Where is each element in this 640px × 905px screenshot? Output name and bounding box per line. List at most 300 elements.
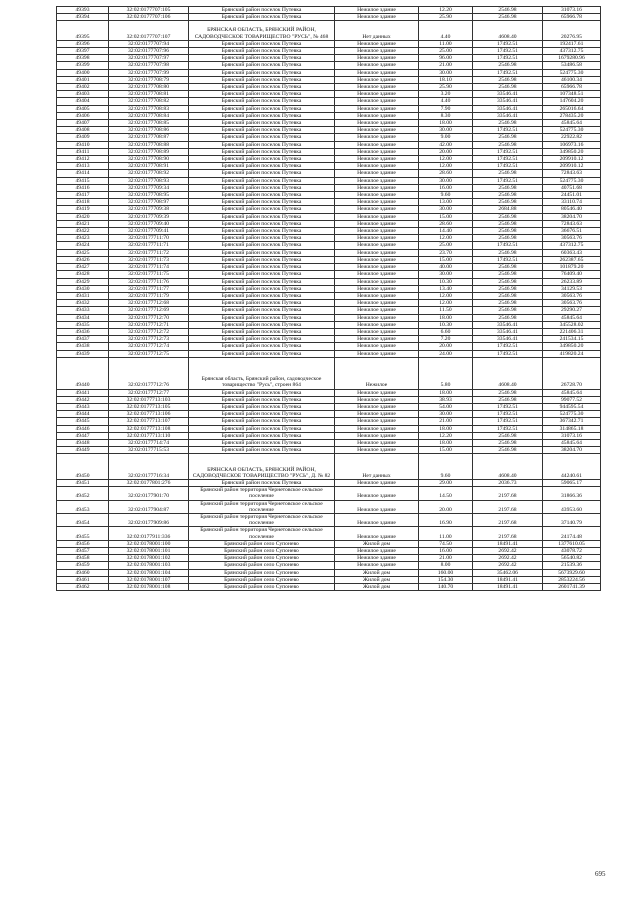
area-cell: 21.00 bbox=[419, 62, 473, 69]
address-cell: Брянский район село Супонево bbox=[189, 569, 335, 576]
cadastral-number-cell: 32:02:0177708:90 bbox=[109, 156, 189, 163]
row-number-cell: 49421 bbox=[57, 220, 109, 227]
cadastral-number-cell: 32:02:0177707:99 bbox=[109, 69, 189, 76]
address-cell: Брянский район поселок Путевка bbox=[189, 242, 335, 249]
area-cell: 30.00 bbox=[419, 127, 473, 134]
object-type-cell: Нежилое здание bbox=[335, 40, 419, 47]
table-row bbox=[57, 271, 601, 278]
object-type-cell: Нежилое здание bbox=[335, 228, 419, 235]
address-cell: Брянский район поселок Путевка bbox=[189, 14, 335, 21]
area-cell: 15.00 bbox=[419, 256, 473, 263]
cadastral-value-cell: 30563.76 bbox=[543, 292, 601, 299]
address-cell: Брянский район поселок Путевка bbox=[189, 403, 335, 410]
row-number-cell: 49450 bbox=[57, 454, 109, 480]
table-row bbox=[57, 14, 601, 21]
cadastral-number-cell: 32:02:0177711:76 bbox=[109, 278, 189, 285]
cadastral-value-cell: 33110.74 bbox=[543, 199, 601, 206]
area-cell: 28.60 bbox=[419, 220, 473, 227]
cadastral-number-cell: 32:02:0177714:74 bbox=[109, 439, 189, 446]
area-cell: 30.00 bbox=[419, 69, 473, 76]
address-cell: Брянский район поселок Путевка bbox=[189, 112, 335, 119]
specific-value-cell: 2197.68 bbox=[473, 500, 543, 513]
object-type-cell: Нежилое здание bbox=[335, 192, 419, 199]
table-row bbox=[57, 235, 601, 242]
object-type-cell: Нежилое здание bbox=[335, 396, 419, 403]
cadastral-value-cell: 2601741.39 bbox=[543, 584, 601, 591]
row-number-cell: 49451 bbox=[57, 479, 109, 486]
cadastral-value-cell: 31073.16 bbox=[543, 7, 601, 14]
table-row bbox=[57, 425, 601, 432]
row-number-cell: 49401 bbox=[57, 76, 109, 83]
cadastral-value-cell: 45845.64 bbox=[543, 439, 601, 446]
cadastral-number-cell: 32:02:0178001:104 bbox=[109, 569, 189, 576]
address-cell: Брянский район село Супонево bbox=[189, 584, 335, 591]
specific-value-cell: 18491.41 bbox=[473, 576, 543, 583]
cadastral-number-cell: 32:02:0177708:80 bbox=[109, 84, 189, 91]
object-type-cell: Нежилое здание bbox=[335, 479, 419, 486]
specific-value-cell: 2546.98 bbox=[473, 432, 543, 439]
cadastral-number-cell: 32:02:0178001:102 bbox=[109, 555, 189, 562]
row-number-cell: 49445 bbox=[57, 418, 109, 425]
row-number-cell: 49417 bbox=[57, 192, 109, 199]
area-cell: 28.60 bbox=[419, 170, 473, 177]
cadastral-value-cell: 209910.12 bbox=[543, 156, 601, 163]
table-row bbox=[57, 527, 601, 540]
address-cell: Брянский район территория Чернетовское сельское поселение bbox=[189, 513, 335, 526]
table-row bbox=[57, 141, 601, 148]
specific-value-cell: 17492.51 bbox=[473, 163, 543, 170]
cadastral-number-cell: 32:02:0177713:106 bbox=[109, 411, 189, 418]
cadastral-number-cell: 32:02:0177708:89 bbox=[109, 148, 189, 155]
area-cell: 12.00 bbox=[419, 235, 473, 242]
cadastral-number-cell: 32:02:0177708:93 bbox=[109, 177, 189, 184]
object-type-cell: Нежилое здание bbox=[335, 336, 419, 343]
cadastral-number-cell: 32:02:0177911:336 bbox=[109, 527, 189, 540]
cadastral-value-cell: 34129.53 bbox=[543, 285, 601, 292]
cadastral-number-cell: 32:02:0177713:105 bbox=[109, 403, 189, 410]
cadastral-value-cell: 437312.75 bbox=[543, 242, 601, 249]
row-number-cell: 49454 bbox=[57, 513, 109, 526]
object-type-cell: Нежилое здание bbox=[335, 206, 419, 213]
row-number-cell: 49413 bbox=[57, 163, 109, 170]
cadastral-value-cell: 367342.71 bbox=[543, 418, 601, 425]
table-row bbox=[57, 343, 601, 350]
cadastral-number-cell: 32:02:0177708:85 bbox=[109, 120, 189, 127]
row-number-cell: 49432 bbox=[57, 300, 109, 307]
address-cell: Брянский район поселок Путевка bbox=[189, 7, 335, 14]
row-number-cell: 49393 bbox=[57, 7, 109, 14]
table-row bbox=[57, 76, 601, 83]
object-type-cell: Нежилое здание bbox=[335, 439, 419, 446]
address-cell: Брянский район поселок Путевка bbox=[189, 479, 335, 486]
object-type-cell: Нежилое здание bbox=[335, 285, 419, 292]
area-cell: 18.00 bbox=[419, 439, 473, 446]
specific-value-cell: 2546.98 bbox=[473, 271, 543, 278]
specific-value-cell: 2546.98 bbox=[473, 213, 543, 220]
area-cell: 21.00 bbox=[419, 555, 473, 562]
table-row bbox=[57, 357, 601, 389]
cadastral-value-cell: 40751.68 bbox=[543, 184, 601, 191]
specific-value-cell: 18491.41 bbox=[473, 540, 543, 547]
row-number-cell: 49397 bbox=[57, 48, 109, 55]
specific-value-cell: 2036.73 bbox=[473, 479, 543, 486]
table-row bbox=[57, 21, 601, 40]
row-number-cell: 49403 bbox=[57, 91, 109, 98]
address-cell: Брянский район поселок Путевка bbox=[189, 127, 335, 134]
specific-value-cell: 33546.41 bbox=[473, 328, 543, 335]
cadastral-number-cell: 32:02:0177712:76 bbox=[109, 357, 189, 389]
address-cell: Брянский район поселок Путевка bbox=[189, 336, 335, 343]
row-number-cell: 49410 bbox=[57, 141, 109, 148]
table-row bbox=[57, 98, 601, 105]
cadastral-number-cell: 32:02:0177707:105 bbox=[109, 7, 189, 14]
address-cell: Брянский район поселок Путевка bbox=[189, 389, 335, 396]
specific-value-cell: 2546.98 bbox=[473, 228, 543, 235]
object-type-cell: Нежилое здание bbox=[335, 242, 419, 249]
address-cell: Брянский район село Супонево bbox=[189, 555, 335, 562]
table-row bbox=[57, 40, 601, 47]
row-number-cell: 49458 bbox=[57, 555, 109, 562]
object-type-cell: Нежилое здание bbox=[335, 278, 419, 285]
table-row bbox=[57, 264, 601, 271]
table-row bbox=[57, 249, 601, 256]
table-body bbox=[57, 7, 601, 591]
area-cell: 11.00 bbox=[419, 40, 473, 47]
address-cell: Брянский район поселок Путевка bbox=[189, 235, 335, 242]
object-type-cell: Нежилое здание bbox=[335, 264, 419, 271]
cadastral-number-cell: 32:02:0177713:108 bbox=[109, 425, 189, 432]
address-cell: Брянский район поселок Путевка bbox=[189, 55, 335, 62]
specific-value-cell: 17492.51 bbox=[473, 242, 543, 249]
row-number-cell: 49402 bbox=[57, 84, 109, 91]
address-cell: Брянский район поселок Путевка bbox=[189, 278, 335, 285]
table-row bbox=[57, 278, 601, 285]
row-number-cell: 49408 bbox=[57, 127, 109, 134]
object-type-cell: Нежилое здание bbox=[335, 271, 419, 278]
cadastral-number-cell: 32:02:0177708:87 bbox=[109, 134, 189, 141]
cadastral-value-cell: 278435.20 bbox=[543, 112, 601, 119]
area-cell: 12.00 bbox=[419, 300, 473, 307]
cadastral-number-cell: 32:02:0177707:97 bbox=[109, 55, 189, 62]
object-type-cell: Нежилое здание bbox=[335, 307, 419, 314]
cadastral-number-cell: 32:02:0177801:276 bbox=[109, 479, 189, 486]
cadastral-value-cell: 262387.65 bbox=[543, 256, 601, 263]
cadastral-number-cell: 32:02:0177708:84 bbox=[109, 112, 189, 119]
specific-value-cell: 33546.41 bbox=[473, 112, 543, 119]
table-row bbox=[57, 569, 601, 576]
object-type-cell: Жилой дом bbox=[335, 584, 419, 591]
specific-value-cell: 17492.51 bbox=[473, 403, 543, 410]
area-cell: 29.00 bbox=[419, 479, 473, 486]
specific-value-cell: 33546.41 bbox=[473, 98, 543, 105]
row-number-cell: 49457 bbox=[57, 547, 109, 554]
object-type-cell: Нежилое здание bbox=[335, 432, 419, 439]
address-cell: Брянский район поселок Путевка bbox=[189, 199, 335, 206]
address-cell: Брянский район поселок Путевка bbox=[189, 184, 335, 191]
cadastral-number-cell: 32:02:0177711:74 bbox=[109, 264, 189, 271]
address-cell: Брянский район поселок Путевка bbox=[189, 48, 335, 55]
cadastral-value-cell: 26728.70 bbox=[543, 357, 601, 389]
table-row bbox=[57, 336, 601, 343]
specific-value-cell: 2546.98 bbox=[473, 192, 543, 199]
object-type-cell: Нежилое здание bbox=[335, 177, 419, 184]
area-cell: 14.50 bbox=[419, 487, 473, 500]
row-number-cell: 49437 bbox=[57, 336, 109, 343]
table-row bbox=[57, 48, 601, 55]
cadastral-number-cell: 32:02:0177712:71 bbox=[109, 321, 189, 328]
address-cell: Брянский район поселок Путевка bbox=[189, 439, 335, 446]
object-type-cell: Нежилое здание bbox=[335, 292, 419, 299]
area-cell: 54.00 bbox=[419, 403, 473, 410]
address-cell: Брянский район поселок Путевка bbox=[189, 411, 335, 418]
row-number-cell: 49407 bbox=[57, 120, 109, 127]
cadastral-number-cell: 32:02:0177709:39 bbox=[109, 213, 189, 220]
specific-value-cell: 2546.98 bbox=[473, 14, 543, 21]
cadastral-value-cell: 524775.30 bbox=[543, 69, 601, 76]
cadastral-value-cell: 107348.51 bbox=[543, 91, 601, 98]
object-type-cell: Жилой дом bbox=[335, 576, 419, 583]
cadastral-value-cell: 37140.79 bbox=[543, 513, 601, 526]
table-row bbox=[57, 513, 601, 526]
area-cell: 11.50 bbox=[419, 307, 473, 314]
object-type-cell: Нежилое здание bbox=[335, 163, 419, 170]
table-row bbox=[57, 403, 601, 410]
area-cell: 16.00 bbox=[419, 184, 473, 191]
object-type-cell: Нежилое здание bbox=[335, 127, 419, 134]
address-cell: Брянский район поселок Путевка bbox=[189, 192, 335, 199]
specific-value-cell: 2692.42 bbox=[473, 562, 543, 569]
table-row bbox=[57, 170, 601, 177]
area-cell: 20.00 bbox=[419, 500, 473, 513]
specific-value-cell: 2546.98 bbox=[473, 134, 543, 141]
area-cell: 30.00 bbox=[419, 411, 473, 418]
cadastral-number-cell: 32:02:0177711:75 bbox=[109, 271, 189, 278]
row-number-cell: 49395 bbox=[57, 21, 109, 40]
area-cell: 8.30 bbox=[419, 112, 473, 119]
specific-value-cell: 17492.51 bbox=[473, 55, 543, 62]
address-cell: Брянский район поселок Путевка bbox=[189, 91, 335, 98]
row-number-cell: 49440 bbox=[57, 357, 109, 389]
row-number-cell: 49409 bbox=[57, 134, 109, 141]
table-row bbox=[57, 562, 601, 569]
object-type-cell: Нежилое здание bbox=[335, 141, 419, 148]
cadastral-number-cell: 32:02:0177708:79 bbox=[109, 76, 189, 83]
area-cell: 15.00 bbox=[419, 447, 473, 454]
cadastral-value-cell: 147604.20 bbox=[543, 98, 601, 105]
table-row bbox=[57, 163, 601, 170]
specific-value-cell: 2197.68 bbox=[473, 487, 543, 500]
address-cell: Брянский район поселок Путевка bbox=[189, 432, 335, 439]
cadastral-value-cell: 76409.40 bbox=[543, 271, 601, 278]
row-number-cell: 49444 bbox=[57, 411, 109, 418]
area-cell: 12.00 bbox=[419, 292, 473, 299]
address-cell: Брянский район поселок Путевка bbox=[189, 156, 335, 163]
address-cell: Брянский район поселок Путевка bbox=[189, 249, 335, 256]
table-row bbox=[57, 199, 601, 206]
cadastral-value-cell: 38204.70 bbox=[543, 447, 601, 454]
table-row bbox=[57, 206, 601, 213]
specific-value-cell: 17492.51 bbox=[473, 127, 543, 134]
specific-value-cell: 2546.98 bbox=[473, 278, 543, 285]
table-row bbox=[57, 7, 601, 14]
cadastral-value-cell: 53486.58 bbox=[543, 62, 601, 69]
table-row bbox=[57, 389, 601, 396]
row-number-cell: 49435 bbox=[57, 321, 109, 328]
cadastral-number-cell: 32:02:0177713:110 bbox=[109, 432, 189, 439]
cadastral-number-cell: 32:02:0177708:97 bbox=[109, 199, 189, 206]
cadastral-value-cell: 46100.34 bbox=[543, 76, 601, 83]
address-cell: Брянский район поселок Путевка bbox=[189, 206, 335, 213]
cadastral-value-cell: 524775.30 bbox=[543, 177, 601, 184]
row-number-cell: 49443 bbox=[57, 403, 109, 410]
row-number-cell: 49429 bbox=[57, 278, 109, 285]
row-number-cell: 49459 bbox=[57, 562, 109, 569]
cadastral-value-cell: 437312.75 bbox=[543, 48, 601, 55]
cadastral-value-cell: 101879.20 bbox=[543, 264, 601, 271]
cadastral-value-cell: 24451.01 bbox=[543, 192, 601, 199]
address-cell: Брянский район поселок Путевка bbox=[189, 425, 335, 432]
object-type-cell: Нежилое здание bbox=[335, 487, 419, 500]
address-cell: Брянский район село Супонево bbox=[189, 576, 335, 583]
area-cell: 25.90 bbox=[419, 14, 473, 21]
address-cell: Брянский район поселок Путевка bbox=[189, 148, 335, 155]
area-cell: 7.20 bbox=[419, 336, 473, 343]
address-cell: Брянский район поселок Путевка bbox=[189, 285, 335, 292]
address-cell: Брянский район поселок Путевка bbox=[189, 170, 335, 177]
specific-value-cell: 2546.98 bbox=[473, 7, 543, 14]
cadastral-value-cell: 44240.61 bbox=[543, 454, 601, 480]
address-cell: Брянский район поселок Путевка bbox=[189, 343, 335, 350]
cadastral-number-cell: 32:02:0177712:68 bbox=[109, 300, 189, 307]
table-row bbox=[57, 300, 601, 307]
object-type-cell: Нежилое здание bbox=[335, 350, 419, 357]
cadastral-value-cell: 221406.31 bbox=[543, 328, 601, 335]
cadastral-value-cell: 38204.70 bbox=[543, 213, 601, 220]
table-row bbox=[57, 127, 601, 134]
specific-value-cell: 2692.42 bbox=[473, 555, 543, 562]
row-number-cell: 49438 bbox=[57, 343, 109, 350]
object-type-cell: Нежилое здание bbox=[335, 220, 419, 227]
address-cell: Брянский район поселок Путевка bbox=[189, 321, 335, 328]
row-number-cell: 49400 bbox=[57, 69, 109, 76]
object-type-cell: Нежилое здание bbox=[335, 7, 419, 14]
cadastral-number-cell: 32:02:0177707:107 bbox=[109, 21, 189, 40]
specific-value-cell: 2546.98 bbox=[473, 439, 543, 446]
table-row bbox=[57, 220, 601, 227]
area-cell: 4.40 bbox=[419, 21, 473, 40]
cadastral-value-cell: 56540.82 bbox=[543, 555, 601, 562]
cadastral-number-cell: 32:02:0177711:71 bbox=[109, 242, 189, 249]
table-row bbox=[57, 242, 601, 249]
area-cell: 20.00 bbox=[419, 343, 473, 350]
area-cell: 9.60 bbox=[419, 454, 473, 480]
specific-value-cell: 35462.06 bbox=[473, 569, 543, 576]
row-number-cell: 49411 bbox=[57, 148, 109, 155]
cadastral-number-cell: 32:02:0177708:86 bbox=[109, 127, 189, 134]
cadastral-number-cell: 32:02:0177707:98 bbox=[109, 62, 189, 69]
address-cell: Брянский район поселок Путевка bbox=[189, 84, 335, 91]
row-number-cell: 49415 bbox=[57, 177, 109, 184]
object-type-cell: Нежилое здание bbox=[335, 84, 419, 91]
area-cell: 7.90 bbox=[419, 105, 473, 112]
table-row bbox=[57, 228, 601, 235]
area-cell: 8.00 bbox=[419, 562, 473, 569]
object-type-cell: Нежилое здание bbox=[335, 55, 419, 62]
object-type-cell: Нет данных bbox=[335, 454, 419, 480]
table-row bbox=[57, 396, 601, 403]
area-cell: 4.40 bbox=[419, 98, 473, 105]
specific-value-cell: 4608.40 bbox=[473, 21, 543, 40]
cadastral-value-cell: 29290.27 bbox=[543, 307, 601, 314]
table-row bbox=[57, 321, 601, 328]
area-cell: 38.93 bbox=[419, 396, 473, 403]
area-cell: 40.00 bbox=[419, 264, 473, 271]
table-row bbox=[57, 91, 601, 98]
object-type-cell: Нежилое здание bbox=[335, 343, 419, 350]
row-number-cell: 49462 bbox=[57, 584, 109, 591]
cadastral-value-cell: 349850.20 bbox=[543, 343, 601, 350]
specific-value-cell: 2546.98 bbox=[473, 199, 543, 206]
address-cell: Брянский район поселок Путевка bbox=[189, 141, 335, 148]
cadastral-number-cell: 32:02:0177708:81 bbox=[109, 91, 189, 98]
specific-value-cell: 2546.98 bbox=[473, 220, 543, 227]
object-type-cell: Нежилое здание bbox=[335, 156, 419, 163]
area-cell: 23.70 bbox=[419, 249, 473, 256]
object-type-cell: Нежилое здание bbox=[335, 555, 419, 562]
specific-value-cell: 2546.98 bbox=[473, 120, 543, 127]
cadastral-value-cell: 45845.64 bbox=[543, 314, 601, 321]
area-cell: 30.00 bbox=[419, 177, 473, 184]
table-row bbox=[57, 584, 601, 591]
specific-value-cell: 2546.98 bbox=[473, 84, 543, 91]
area-cell: 13.40 bbox=[419, 285, 473, 292]
object-type-cell: Нежилое здание bbox=[335, 170, 419, 177]
area-cell: 9.60 bbox=[419, 192, 473, 199]
specific-value-cell: 2546.98 bbox=[473, 141, 543, 148]
cadastral-number-cell: 32:02:0177713:103 bbox=[109, 396, 189, 403]
object-type-cell: Нежилое здание bbox=[335, 134, 419, 141]
specific-value-cell: 17492.51 bbox=[473, 48, 543, 55]
table-row bbox=[57, 177, 601, 184]
row-number-cell: 49442 bbox=[57, 396, 109, 403]
cadastral-value-cell: 65966.78 bbox=[543, 84, 601, 91]
table-row bbox=[57, 555, 601, 562]
row-number-cell: 49420 bbox=[57, 213, 109, 220]
object-type-cell: Нежилое здание bbox=[335, 527, 419, 540]
table-row bbox=[57, 447, 601, 454]
table-row bbox=[57, 432, 601, 439]
area-cell: 15.00 bbox=[419, 213, 473, 220]
specific-value-cell: 4608.40 bbox=[473, 357, 543, 389]
table-row bbox=[57, 500, 601, 513]
specific-value-cell: 17492.51 bbox=[473, 350, 543, 357]
cadastral-value-cell: 192417.61 bbox=[543, 40, 601, 47]
row-number-cell: 49394 bbox=[57, 14, 109, 21]
row-number-cell: 49447 bbox=[57, 432, 109, 439]
object-type-cell: Нежилое здание bbox=[335, 199, 419, 206]
specific-value-cell: 2197.68 bbox=[473, 513, 543, 526]
cadastral-value-cell: 31073.16 bbox=[543, 432, 601, 439]
specific-value-cell: 17492.51 bbox=[473, 425, 543, 432]
row-number-cell: 49412 bbox=[57, 156, 109, 163]
cadastral-number-cell: 32:02:0178001:100 bbox=[109, 540, 189, 547]
row-number-cell: 49414 bbox=[57, 170, 109, 177]
cadastral-number-cell: 32:02:0177909:86 bbox=[109, 513, 189, 526]
area-cell: 25.00 bbox=[419, 48, 473, 55]
specific-value-cell: 2546.98 bbox=[473, 285, 543, 292]
specific-value-cell: 33546.41 bbox=[473, 321, 543, 328]
cadastral-value-cell: 419820.24 bbox=[543, 350, 601, 357]
